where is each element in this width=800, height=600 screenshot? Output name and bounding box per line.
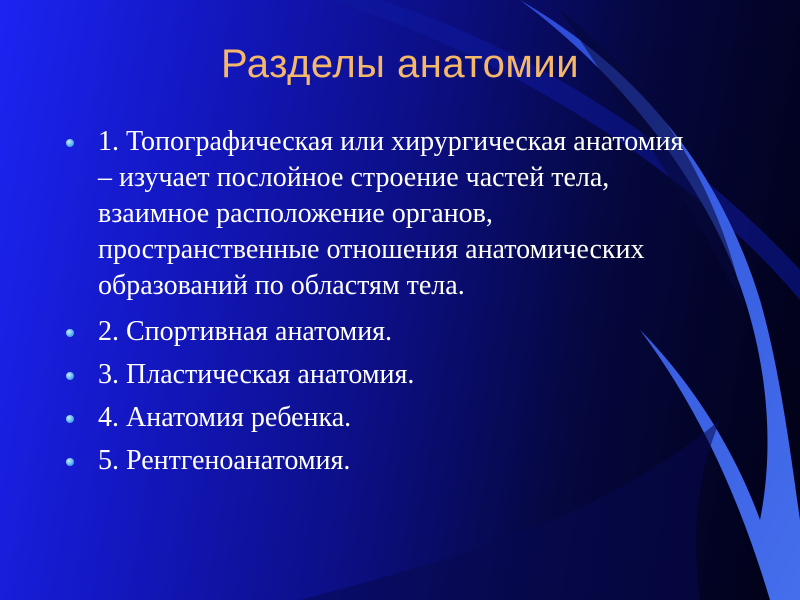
list-item xyxy=(62,443,702,479)
round-bullet-icon xyxy=(66,372,74,380)
round-bullet-icon xyxy=(66,458,74,466)
list-item-text: 5. Рентгеноанатомия. xyxy=(98,445,351,476)
bullet-list xyxy=(62,124,702,486)
list-item xyxy=(62,400,702,436)
list-item-text: 4. Анатомия ребенка. xyxy=(98,402,352,433)
list-item xyxy=(62,314,702,350)
list-item xyxy=(62,124,702,304)
slide-title: Разделы анатомии xyxy=(220,42,580,86)
list-item-text: 3. Пластическая анатомия. xyxy=(98,359,415,390)
list-item-text: 1. Топографическая или хирургическая анатомия – изучает послойное строение частей тела, взаимное расположение органов, пространственные отношения анатомических образований по областям тела. xyxy=(98,126,684,301)
list-item-text: 2. Спортивная анатомия. xyxy=(98,316,393,347)
list-item xyxy=(62,357,702,393)
round-bullet-icon xyxy=(66,329,74,337)
round-bullet-icon xyxy=(66,139,74,147)
round-bullet-icon xyxy=(66,415,74,423)
